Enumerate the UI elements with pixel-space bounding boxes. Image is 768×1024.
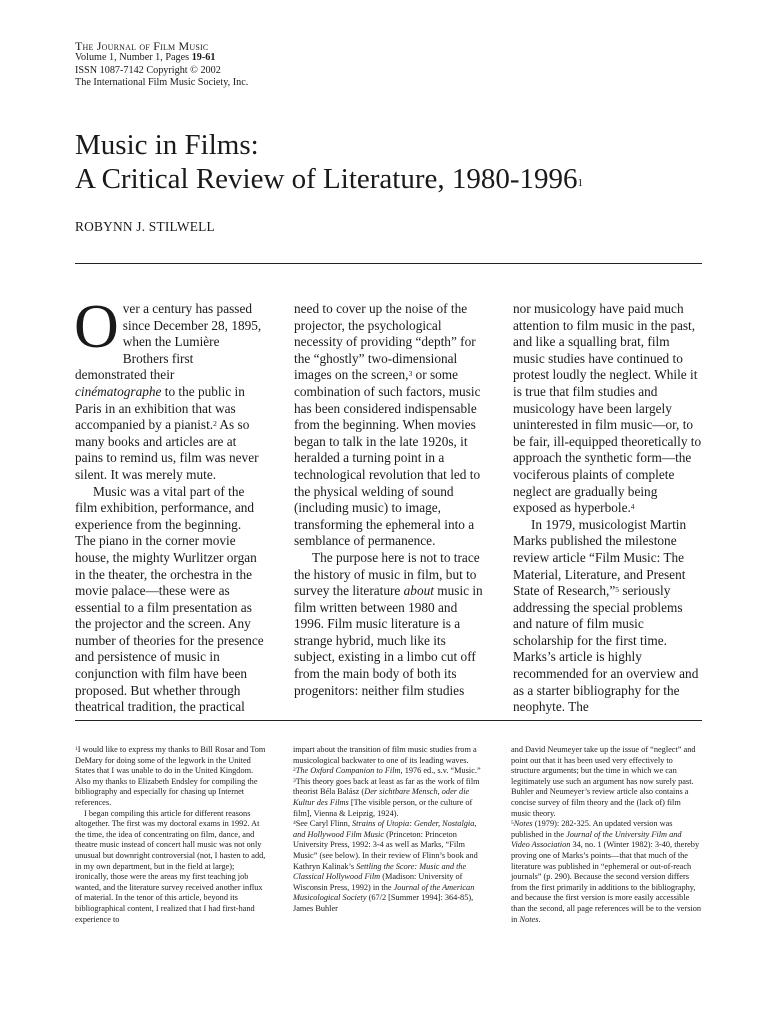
footnote-marker[interactable]: 5 — [615, 585, 620, 595]
emphasis: cinématographe — [75, 383, 162, 399]
text-run: In 1979, musicologist Martin Marks published the milestone review article “Film Music: The Material, Literature, and Present State of Research,” — [513, 516, 687, 599]
footnote-divider — [75, 720, 702, 721]
emphasis: The Oxford Companion to Film — [295, 766, 401, 776]
footnote-marker[interactable]: 3 — [408, 369, 413, 379]
footnote-text: (Princeton: Princeton University Press, 1992: 3-4 as well as Marks, “Film Music” (see below). In their review of Flinn’s book and Kathryn Kalinak’s — [293, 829, 478, 871]
footnote-number: 1 — [75, 746, 78, 752]
footnote-marker[interactable]: 2 — [213, 419, 217, 429]
footnote-text: , 1976 ed., s.v. “Music.” — [400, 766, 481, 776]
author-name: ROBYNN J. STILWELL — [75, 219, 215, 234]
footnote-continued: and David Neumeyer take up the issue of “neglect” and point out that it has been used very effectively to structure arguments; but the time in which we can legitimately use such an argument has now surely past. Buhler and Neumeyer’s review article also contains a concise survey of film theory and the (lack of) film music theory. — [511, 745, 696, 818]
emphasis: Strains of Utopia: Gender, Nostalgia, and Hollywood Film Music — [293, 819, 477, 839]
footnote-column-2 — [293, 745, 484, 925]
footnote-text: (1979): 282-325. An updated version was published in the — [511, 819, 673, 839]
footnote-text: [The visible person, or the culture of film], Vienna & Leipzig, 1924). — [293, 797, 473, 818]
footnote-text: See Caryl Flinn, — [295, 819, 352, 829]
footnote-text: (67/2 [Summer 1994]: 364-85), James Buhler — [293, 893, 474, 913]
paragraph — [294, 550, 483, 699]
article-body — [74, 293, 702, 716]
text-run: seriously addressing the special problems and nature of film music scholarship for the first time. Marks’s article is highly recommended for an overview and as a starter bibliography for the neophyte. The — [513, 583, 699, 715]
text-run: The purpose here is not to trace the history of music in film, but to survey the literature — [294, 549, 480, 599]
journal-title: The Journal of Film Music — [75, 39, 209, 53]
title-note-marker[interactable]: 1 — [577, 177, 584, 189]
body-column-3 — [513, 301, 702, 716]
body-column-2 — [294, 301, 483, 716]
body-column-1 — [74, 293, 264, 716]
title-divider — [75, 263, 702, 264]
text-run: to the public in Paris in an exhibition that was accompanied by a pianist. — [75, 383, 245, 433]
emphasis: Notes — [513, 819, 533, 829]
footnote — [75, 745, 266, 809]
footnote-text: This theory goes back at least as far as the work of film theorist Béla Balász ( — [293, 776, 480, 797]
paragraph — [294, 301, 483, 550]
emphasis: Der sichtbare Mensch, oder die Kultur des Films — [293, 787, 470, 807]
text-run: As so many books and articles are at pains to remind us, film was never silent. It was merely mute. — [75, 417, 259, 482]
footnote-column-3 — [511, 745, 702, 925]
text-run: or some combination of such factors, music has been considered indispensable from the beginning. When movies began to talk in the late 1920s, it heralded a turning point in a technological revolution that led to the physical welding of sound (including music) to image, transforming the ephemeral into a semblance of permanence. — [294, 367, 481, 549]
title-line-2: A Critical Review of Literature, 1980-1996 — [75, 163, 578, 195]
volume-line — [75, 52, 248, 64]
footnote-number: 4 — [293, 820, 296, 827]
issn-line: ISSN 1087-7142 Copyright © 2002 — [75, 64, 221, 76]
footnote-number: 3 — [293, 777, 296, 784]
footnote-number: 5 — [511, 820, 514, 827]
footnote — [293, 766, 484, 777]
footnote-text: . — [538, 914, 541, 924]
article-title — [75, 128, 725, 196]
drop-cap: O — [74, 293, 119, 361]
page-range: 19-61 — [191, 52, 216, 64]
footnote-marker[interactable]: 4 — [630, 502, 635, 512]
paragraph — [513, 517, 702, 716]
emphasis: Settling the Score: Music and the Classical Hollywood Film — [293, 861, 467, 882]
publisher-line: The International Film Music Society, Inc. — [75, 77, 249, 89]
text-run: nor musicology have paid much attention to film music in the past, and like a squalling brat, film music studies have continued to protest loudly the neglect. While it is true that film studies and musicology have been largely uninterested in film music—or, to be fair, ill-equipped theoretically to approach the synthetic form—the vociferous plaints of complete neglect are gradually being exposed as hyperbole. — [513, 301, 702, 516]
title-line-1: Music in Films: — [75, 129, 259, 161]
emphasis: about — [403, 583, 434, 599]
paragraph: Music was a vital part of the film exhibition, performance, and experience from the beginning. The piano in the corner movie house, the mighty Wurlitzer organ in the theater, the orchestra in the movie palace—these were as essential to a film presentation as the projector and the screen. Any number of theories for the presence and persistence of music in conjunction with film have been proposed. But whether through theatrical tradition, the practical — [75, 483, 264, 715]
footnote-number: 2 — [293, 767, 296, 774]
footnote — [293, 777, 484, 819]
footnote — [511, 819, 702, 925]
footnote-text: (Madison: University of Wisconsin Press, 1992) in the — [293, 872, 463, 892]
footnote-text: 34, no. 1 (Winter 1982): 3-40, thereby proving one of Marks’s points—that that much of the literature was published in “ephemeral or out-of-reach journals” (p. 290). Because the second version differs from the first primarily in additions to the bibliography, and because the first version is more easily accessible than the second, all page references will be to the version in — [511, 840, 702, 924]
footnote-paragraph: I began compiling this article for different reasons altogether. The first was my doctoral exams in 1992. At the time, the idea of concentrating on film, dance, and theatre music instead of concert hall music was not only unusual but downright controversial (not, I hasten to add, in my own department, but in the field at large); ironically, those were the areas my first teaching job wanted, and the literature survey received another influx of material. In the tenor of this article, beyond its bibliographical content, I realized that I had first-hand experience to — [75, 808, 266, 924]
footnote-continued: impart about the transition of film music studies from a musicological backwater to one of its leading waves. — [293, 745, 477, 765]
paragraph — [74, 293, 264, 484]
paragraph — [513, 301, 702, 517]
footnote — [293, 819, 484, 914]
text-run: need to cover up the noise of the projector, the psychological necessity of providing “depth” for the “ghostly” two-dimensional images on the screen, — [294, 301, 476, 383]
footnote-column-1 — [75, 745, 266, 925]
text-run: music in film written between 1980 and 1996. Film music literature is a strange hybrid, much like its subject, existing in a limbo cut off from the main body of both its progenitors: neither film studies — [294, 583, 483, 698]
text-run: ver a century has passed since December 28, 1895, when the Lumière Brothers first demonstrated their — [75, 301, 262, 383]
emphasis: Journal of the University Film and Video Association — [511, 829, 682, 850]
journal-header — [75, 40, 248, 90]
footnotes — [75, 745, 702, 925]
emphasis: Notes — [519, 914, 539, 924]
footnote-text: I would like to express my thanks to Bill Rosar and Tom DeMary for doing some of the legwork in the United States that I was unable to do in the United Kingdom. Also my thanks to Elizabeth Endsley for compiling the bibliography and especially for chasing up Internet references. — [75, 745, 266, 807]
emphasis: Journal of the American Musicological Society — [293, 882, 475, 903]
volume-text: Volume 1, Number 1, Pages — [75, 52, 192, 64]
